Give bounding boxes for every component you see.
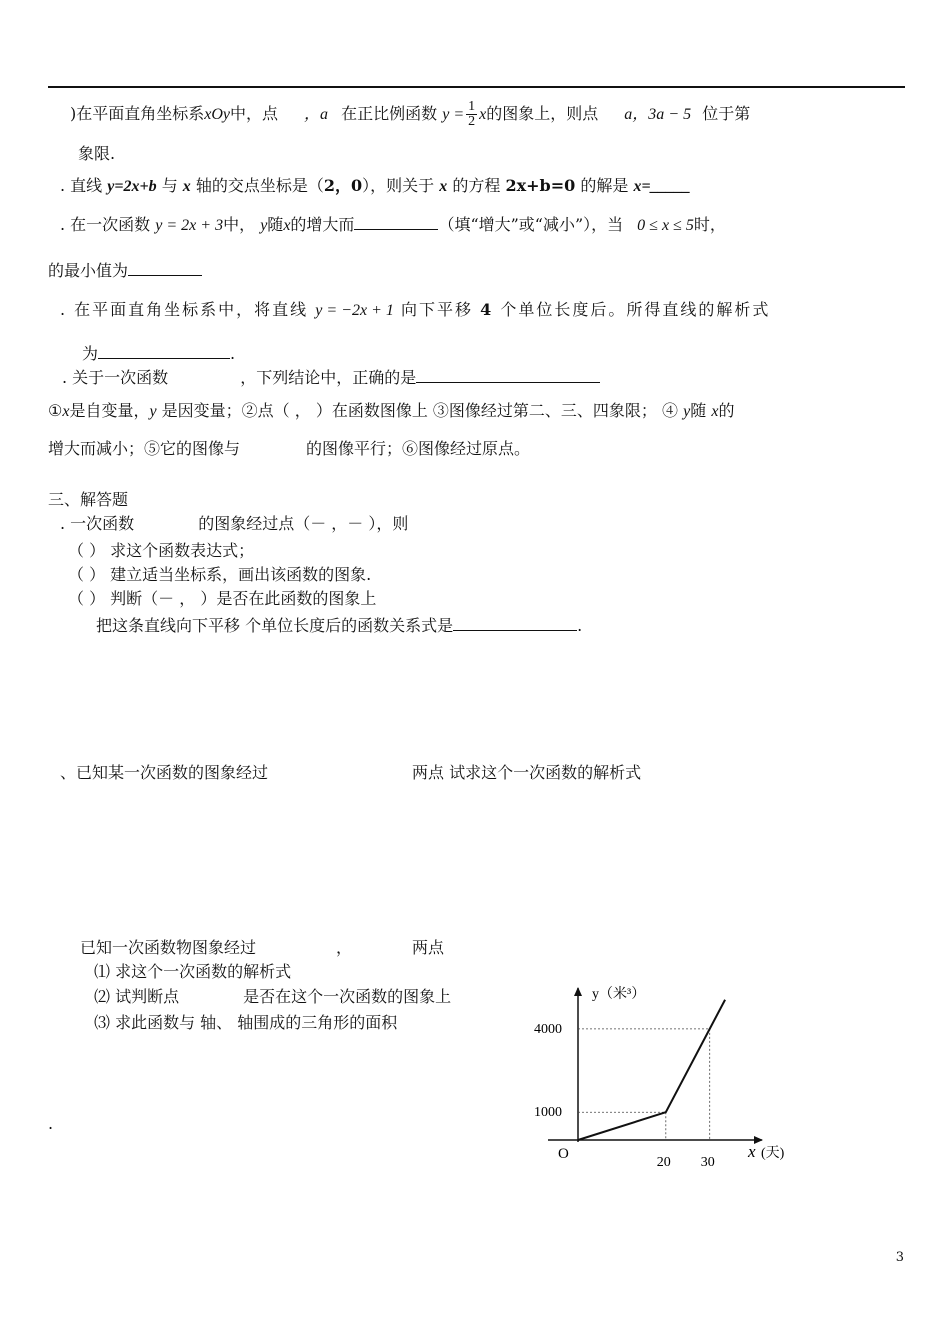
q3-text-7: 的最小值为 [48, 261, 129, 280]
s3-q3-sub-1: ⑴ 求这个一次函数的解析式 [94, 962, 292, 981]
s3-q1-sub-1: （ ） 求这个函数表达式； [68, 541, 255, 560]
q1-line1 [70, 100, 750, 129]
q4-line1 [60, 300, 770, 321]
q4-text-2: 向下平移 [400, 300, 473, 319]
q1-line2: 象限. [78, 144, 116, 163]
q3-text-4: 的增大而 [290, 215, 355, 234]
q5-text-7: 增大而减小；⑤它的图像与 [48, 439, 241, 458]
s3-q1-blank[interactable] [453, 614, 577, 631]
q3-text-6: 时， [693, 215, 726, 234]
x-axis-unit: (天) [761, 1146, 785, 1161]
s3-q2-text-2: 两点 试求这个一次函数的解析式 [412, 763, 642, 782]
stray-dot: . [48, 1114, 54, 1133]
s3-q1-sub-4 [96, 614, 582, 636]
q3-math-x: x [283, 217, 291, 234]
s3-q1-sub-3: （ ） 判断（－ ， ）是否在此函数的图象上 [68, 589, 377, 608]
y-axis-label: y（米³） [592, 987, 646, 1002]
volume-time-chart [520, 980, 810, 1180]
s3-q1-line [60, 514, 408, 534]
q2-math-eq1: y=2x+b [107, 178, 157, 195]
q2-text-4: ），则关于 [362, 176, 440, 195]
q5-text-3: 是自变量， [69, 401, 150, 420]
section-heading: 三、解答题 [48, 490, 129, 509]
fraction-numerator: 1 [468, 99, 476, 114]
q2-math-eq2: 2x+b=0 [505, 176, 576, 195]
q1-text-4: 的图象上，则点 [486, 104, 599, 123]
q5-line3 [48, 439, 530, 459]
q5-line2 [48, 401, 734, 422]
q2-text-1: . 直线 [60, 176, 108, 195]
q1-math-xoy: xOy [204, 106, 231, 123]
q5-math-x: x [62, 403, 70, 420]
s3-q3-text-2: ， [336, 938, 353, 957]
q3-blank-2[interactable] [128, 259, 202, 276]
q5-text-5: 随 [690, 401, 707, 420]
s3-q3-sub-2 [94, 987, 451, 1007]
q2-text-2: 与 [156, 176, 183, 195]
q4-line2 [82, 342, 235, 364]
header-rule [48, 86, 905, 88]
q5-opt-1: ① [48, 401, 63, 420]
q1-text-5: 位于第 [702, 104, 751, 123]
q4-math-eq: y = −2x + 1 [315, 302, 394, 319]
s3-q1-text-1: . 一次函数 [60, 514, 135, 533]
q5-text-1: . 关于一次函数 [62, 368, 169, 387]
q2-text-3: 轴的交点坐标是（ [190, 176, 324, 195]
q4-text-1: . 在平面直角坐标系中，将直线 [60, 300, 309, 319]
s3-q1-sub-2: （ ） 建立适当坐标系，画出该函数的图象. [68, 565, 372, 584]
q5-text-4: 是因变量；②点（ ， ）在函数图像上 ③图像经过第二、三、四象限； ④ [161, 401, 679, 420]
page-number: 3 [895, 1250, 904, 1265]
q5-math-y2: y [683, 403, 691, 420]
q2-answer-blank: x=_____ [633, 178, 691, 195]
q3-math-range: 0 ≤ x ≤ 5 [637, 217, 694, 234]
q3-blank-1[interactable] [354, 213, 438, 230]
y-tick-label: 4000 [534, 1021, 562, 1037]
q3-math-y: y [260, 217, 268, 234]
q4-text-3: 个单位长度后。所得直线的解析式 [500, 300, 771, 319]
q1-math-point: a，3a − 5 [624, 106, 692, 123]
q2-math-x2: x [439, 178, 448, 195]
q4-text-4: 为 [82, 344, 99, 363]
x-tick-label: 20 [656, 1155, 671, 1170]
q3-text-5: （填“增大”或“减小”），当 [438, 215, 624, 234]
q5-math-y: y [149, 403, 157, 420]
q1-math-y: y = [442, 106, 465, 123]
guide-lines [578, 1029, 710, 1140]
s3-q3-sub-2-text-1: ⑵ 试判断点 [94, 987, 180, 1006]
q2-text-6: 的解是 [575, 176, 634, 195]
origin-label: O [558, 1146, 569, 1162]
q3-line1 [60, 213, 726, 236]
q1-fraction [466, 100, 477, 129]
s3-q3-text-1: 已知一次函数物图象经过 [80, 938, 257, 957]
s3-q3-sub-2-text-2: 是否在这个一次函数的图象上 [243, 987, 452, 1006]
q5-text-2: ，下列结论中，正确的是 [240, 368, 417, 387]
q5-text-8: 的图像平行；⑥图像经过原点。 [306, 439, 531, 458]
q3-text-1: . 在一次函数 [60, 215, 151, 234]
series-line [578, 1000, 725, 1140]
s3-q3-sub-3: ⑶ 求此函数与 轴、 轴围成的三角形的面积 [94, 1013, 398, 1032]
q4-number: 4 [480, 300, 494, 319]
x-axis-label: x [748, 1142, 756, 1161]
q5-blank[interactable] [416, 366, 600, 383]
q5-math-x2: x [711, 403, 719, 420]
q4-dot: . [230, 344, 236, 363]
q4-blank[interactable] [98, 342, 230, 359]
s3-q3-line [80, 938, 444, 958]
q1-text-2: 中，点 [230, 104, 279, 123]
q1-math-x: x [479, 106, 487, 123]
q3-text-2: 中， [223, 215, 256, 234]
y-tick-label: 1000 [534, 1105, 562, 1121]
x-tick-label: 30 [700, 1155, 715, 1170]
q5-line1 [62, 366, 600, 388]
q3-line2 [48, 259, 202, 281]
q5-text-6: 的 [718, 401, 735, 420]
q2-text-5: 的方程 [447, 176, 506, 195]
q1-text-3: 在正比例函数 [341, 104, 438, 123]
s3-q1-text-2: 的图象经过点（－ ，－ ），则 [198, 514, 409, 533]
q3-text-3: 随 [267, 215, 284, 234]
s3-q1-sub-4-text: 把这条直线向下平移 个单位长度后的函数关系式是 [96, 616, 454, 635]
s3-q1-dot: . [577, 616, 583, 635]
q2-point: 2，0 [323, 176, 363, 195]
fraction-denominator: 2 [468, 114, 476, 129]
q2-line [60, 176, 691, 197]
q1-text-1: )在平面直角坐标系 [70, 104, 205, 123]
q1-math-a: ，a [304, 106, 329, 123]
s3-q3-text-3: 两点 [412, 938, 445, 957]
s3-q2-text-1: 、已知某一次函数的图象经过 [60, 763, 269, 782]
q3-math-eq: y = 2x + 3 [155, 217, 224, 234]
s3-q2-line [60, 763, 641, 783]
q2-math-x: x [182, 178, 191, 195]
